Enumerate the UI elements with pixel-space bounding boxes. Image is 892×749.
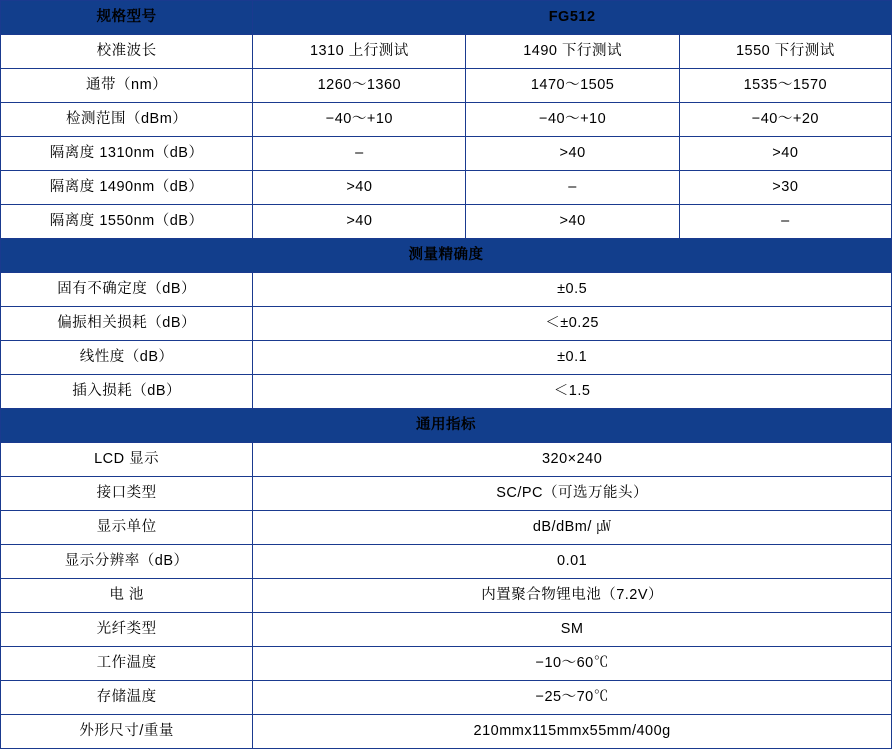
table-row [1,69,892,103]
row-label: 接口类型 [1,477,253,511]
row-label: 存储温度 [1,681,253,715]
row-value: – [679,205,891,239]
table-row [1,443,892,477]
row-label: 插入损耗（dB） [1,375,253,409]
row-label: 隔离度 1550nm（dB） [1,205,253,239]
row-label: 隔离度 1310nm（dB） [1,137,253,171]
row-value: – [466,171,679,205]
row-value: 1550 下行测试 [679,35,891,69]
section-header-accuracy: 测量精确度 [1,239,892,273]
row-value: −10～60℃ [253,647,892,681]
row-value: 内置聚合物锂电池（7.2V） [253,579,892,613]
row-value: >40 [466,137,679,171]
table-row [1,477,892,511]
row-label: 固有不确定度（dB） [1,273,253,307]
section-header-general: 通用指标 [1,409,892,443]
row-label: 校准波长 [1,35,253,69]
table-row [1,511,892,545]
row-value: ±0.1 [253,341,892,375]
table-row-accuracy-header [1,239,892,273]
table-row [1,205,892,239]
table-row [1,341,892,375]
row-value: >40 [679,137,891,171]
row-value: −25～70℃ [253,681,892,715]
table-row [1,137,892,171]
table-row [1,171,892,205]
row-value: 210mmx115mmx55mm/400g [253,715,892,749]
row-value: −40～+10 [466,103,679,137]
table-row-general-header [1,409,892,443]
row-value: 1490 下行测试 [466,35,679,69]
row-label: 电 池 [1,579,253,613]
row-label: 偏振相关损耗（dB） [1,307,253,341]
table-row [1,375,892,409]
row-label: 显示单位 [1,511,253,545]
table-row [1,273,892,307]
row-value: −40～+10 [253,103,466,137]
row-value: >40 [466,205,679,239]
row-value: ＜1.5 [253,375,892,409]
row-value: dB/dBm/ ㎼ [253,511,892,545]
row-value: SM [253,613,892,647]
row-value: SC/PC（可选万能头） [253,477,892,511]
row-value: −40～+20 [679,103,891,137]
table-row [1,35,892,69]
row-label: 通带（nm） [1,69,253,103]
row-value: 1310 上行测试 [253,35,466,69]
table-row-model-header [1,1,892,35]
header-cell-spec-model: 规格型号 [1,1,253,35]
row-value: 1470～1505 [466,69,679,103]
table-row [1,545,892,579]
table-row [1,307,892,341]
row-value: 0.01 [253,545,892,579]
row-label: 检测范围（dBm） [1,103,253,137]
row-value: >30 [679,171,891,205]
row-value: 1535～1570 [679,69,891,103]
row-value: >40 [253,205,466,239]
row-label: 外形尺寸/重量 [1,715,253,749]
row-value: 320×240 [253,443,892,477]
row-label: 线性度（dB） [1,341,253,375]
header-cell-model-name: FG512 [253,1,892,35]
row-label: 隔离度 1490nm（dB） [1,171,253,205]
table-row [1,681,892,715]
row-value: – [253,137,466,171]
table-row [1,613,892,647]
row-value: ±0.5 [253,273,892,307]
table-row [1,103,892,137]
table-row [1,715,892,749]
row-label: 显示分辨率（dB） [1,545,253,579]
row-value: ＜±0.25 [253,307,892,341]
row-value: 1260～1360 [253,69,466,103]
table-row [1,647,892,681]
row-label: LCD 显示 [1,443,253,477]
row-value: >40 [253,171,466,205]
row-label: 光纤类型 [1,613,253,647]
row-label: 工作温度 [1,647,253,681]
table-row [1,579,892,613]
